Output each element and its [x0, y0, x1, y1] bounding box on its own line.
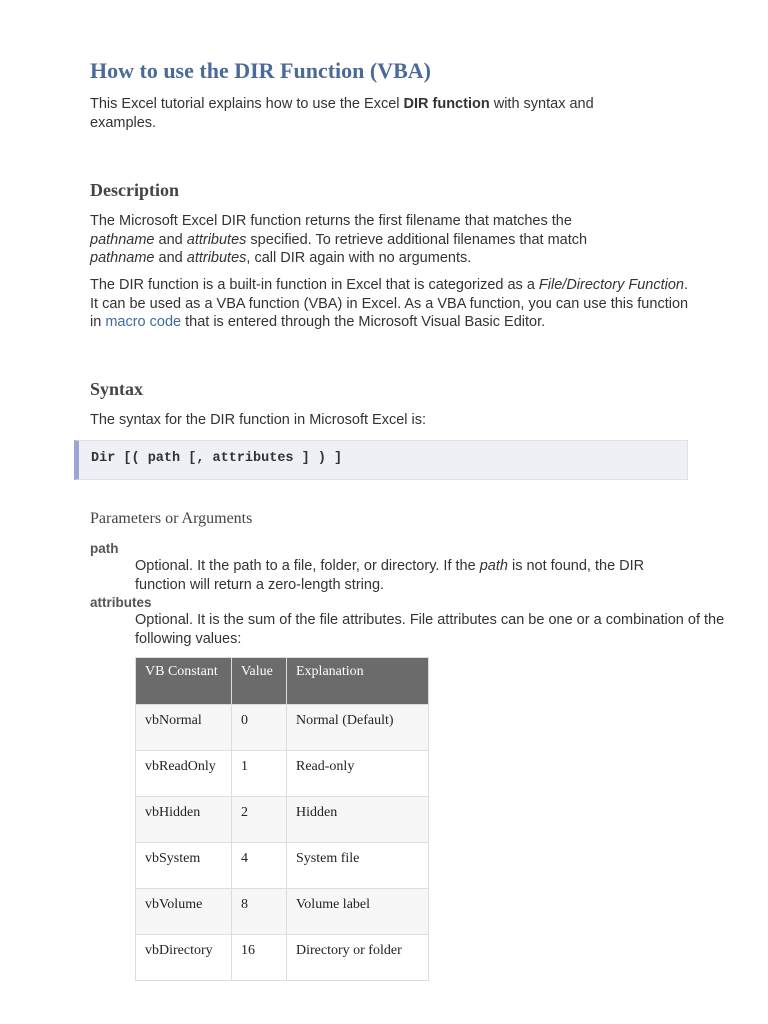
cell-explanation: Hidden	[287, 797, 429, 843]
macro-code-link[interactable]: macro code	[105, 314, 182, 330]
description-paragraph-1	[90, 212, 610, 268]
cell-explanation: Directory or folder	[287, 935, 429, 981]
cell-constant: vbVolume	[136, 889, 232, 935]
text-span: Optional. It the path to a file, folder, or directory. If the	[135, 558, 480, 574]
cell-constant: vbSystem	[136, 843, 232, 889]
italic-term: pathname	[90, 231, 155, 248]
intro-bold-term: DIR function	[403, 96, 490, 112]
attributes-table	[135, 657, 429, 981]
text-span: and	[154, 250, 187, 266]
intro-text	[90, 95, 650, 132]
italic-term: path	[479, 558, 508, 574]
italic-term: pathname	[90, 250, 155, 266]
param-term-attributes: attributes	[90, 595, 152, 610]
syntax-intro: The syntax for the DIR function in Microsoft Excel is:	[90, 412, 427, 428]
intro-text-start: This Excel tutorial explains how to use the Excel	[90, 96, 404, 112]
cell-constant: vbHidden	[136, 797, 232, 843]
syntax-code-block	[74, 440, 688, 480]
table-row	[136, 797, 429, 843]
cell-explanation: Read-only	[287, 751, 429, 797]
text-span: The DIR function is a built-in function in Excel that is categorized as a	[90, 277, 539, 293]
table-row	[136, 751, 429, 797]
cell-value: 1	[232, 751, 287, 797]
cell-value: 16	[232, 935, 287, 981]
cell-constant: vbDirectory	[136, 935, 232, 981]
cell-explanation: System file	[287, 843, 429, 889]
param-definition-attributes: Optional. It is the sum of the file attributes. File attributes can be one or a combination of the following values:	[135, 612, 725, 647]
italic-term: attributes	[186, 250, 247, 266]
cell-explanation: Normal (Default)	[287, 705, 429, 751]
cell-constant: vbNormal	[136, 705, 232, 751]
param-definition-path	[135, 557, 655, 594]
table-row	[136, 705, 429, 751]
cell-explanation: Volume label	[287, 889, 429, 935]
page-title: How to use the DIR Function (VBA)	[90, 58, 431, 83]
header-vb-constant: VB Constant	[136, 658, 232, 705]
text-span: . It can be used as a VBA function (VBA) in Excel. As a VBA function, you can use this function in	[90, 277, 689, 330]
syntax-code: Dir [( path [, attributes ] ) ]	[91, 451, 343, 466]
text-span: , call DIR again with no arguments.	[246, 250, 472, 266]
header-explanation: Explanation	[287, 658, 429, 705]
table-row	[136, 935, 429, 981]
italic-term: attributes	[186, 231, 247, 248]
syntax-heading: Syntax	[90, 379, 144, 399]
text-span: is not found, the DIR function will return a zero-length string.	[135, 558, 645, 593]
header-value: Value	[232, 658, 287, 705]
param-term-path: path	[90, 541, 119, 556]
italic-term: File/Directory Function	[538, 277, 684, 293]
text-span: that is entered through the Microsoft Visual Basic Editor.	[181, 314, 546, 330]
description-heading: Description	[90, 180, 179, 200]
cell-value: 8	[232, 889, 287, 935]
text-span: and	[154, 231, 187, 248]
table-row	[136, 889, 429, 935]
cell-value: 4	[232, 843, 287, 889]
text-span: specified. To retrieve additional filenames that match	[246, 231, 588, 248]
cell-value: 2	[232, 797, 287, 843]
text-span: The Microsoft Excel DIR function returns the first filename that matches the	[90, 213, 572, 229]
description-paragraph-2	[90, 276, 690, 332]
table-row	[136, 843, 429, 889]
table-header-row	[136, 658, 429, 705]
intro-text-end: with syntax and examples.	[90, 96, 594, 131]
cell-constant: vbReadOnly	[136, 751, 232, 797]
parameters-heading: Parameters or Arguments	[90, 510, 253, 527]
cell-value: 0	[232, 705, 287, 751]
